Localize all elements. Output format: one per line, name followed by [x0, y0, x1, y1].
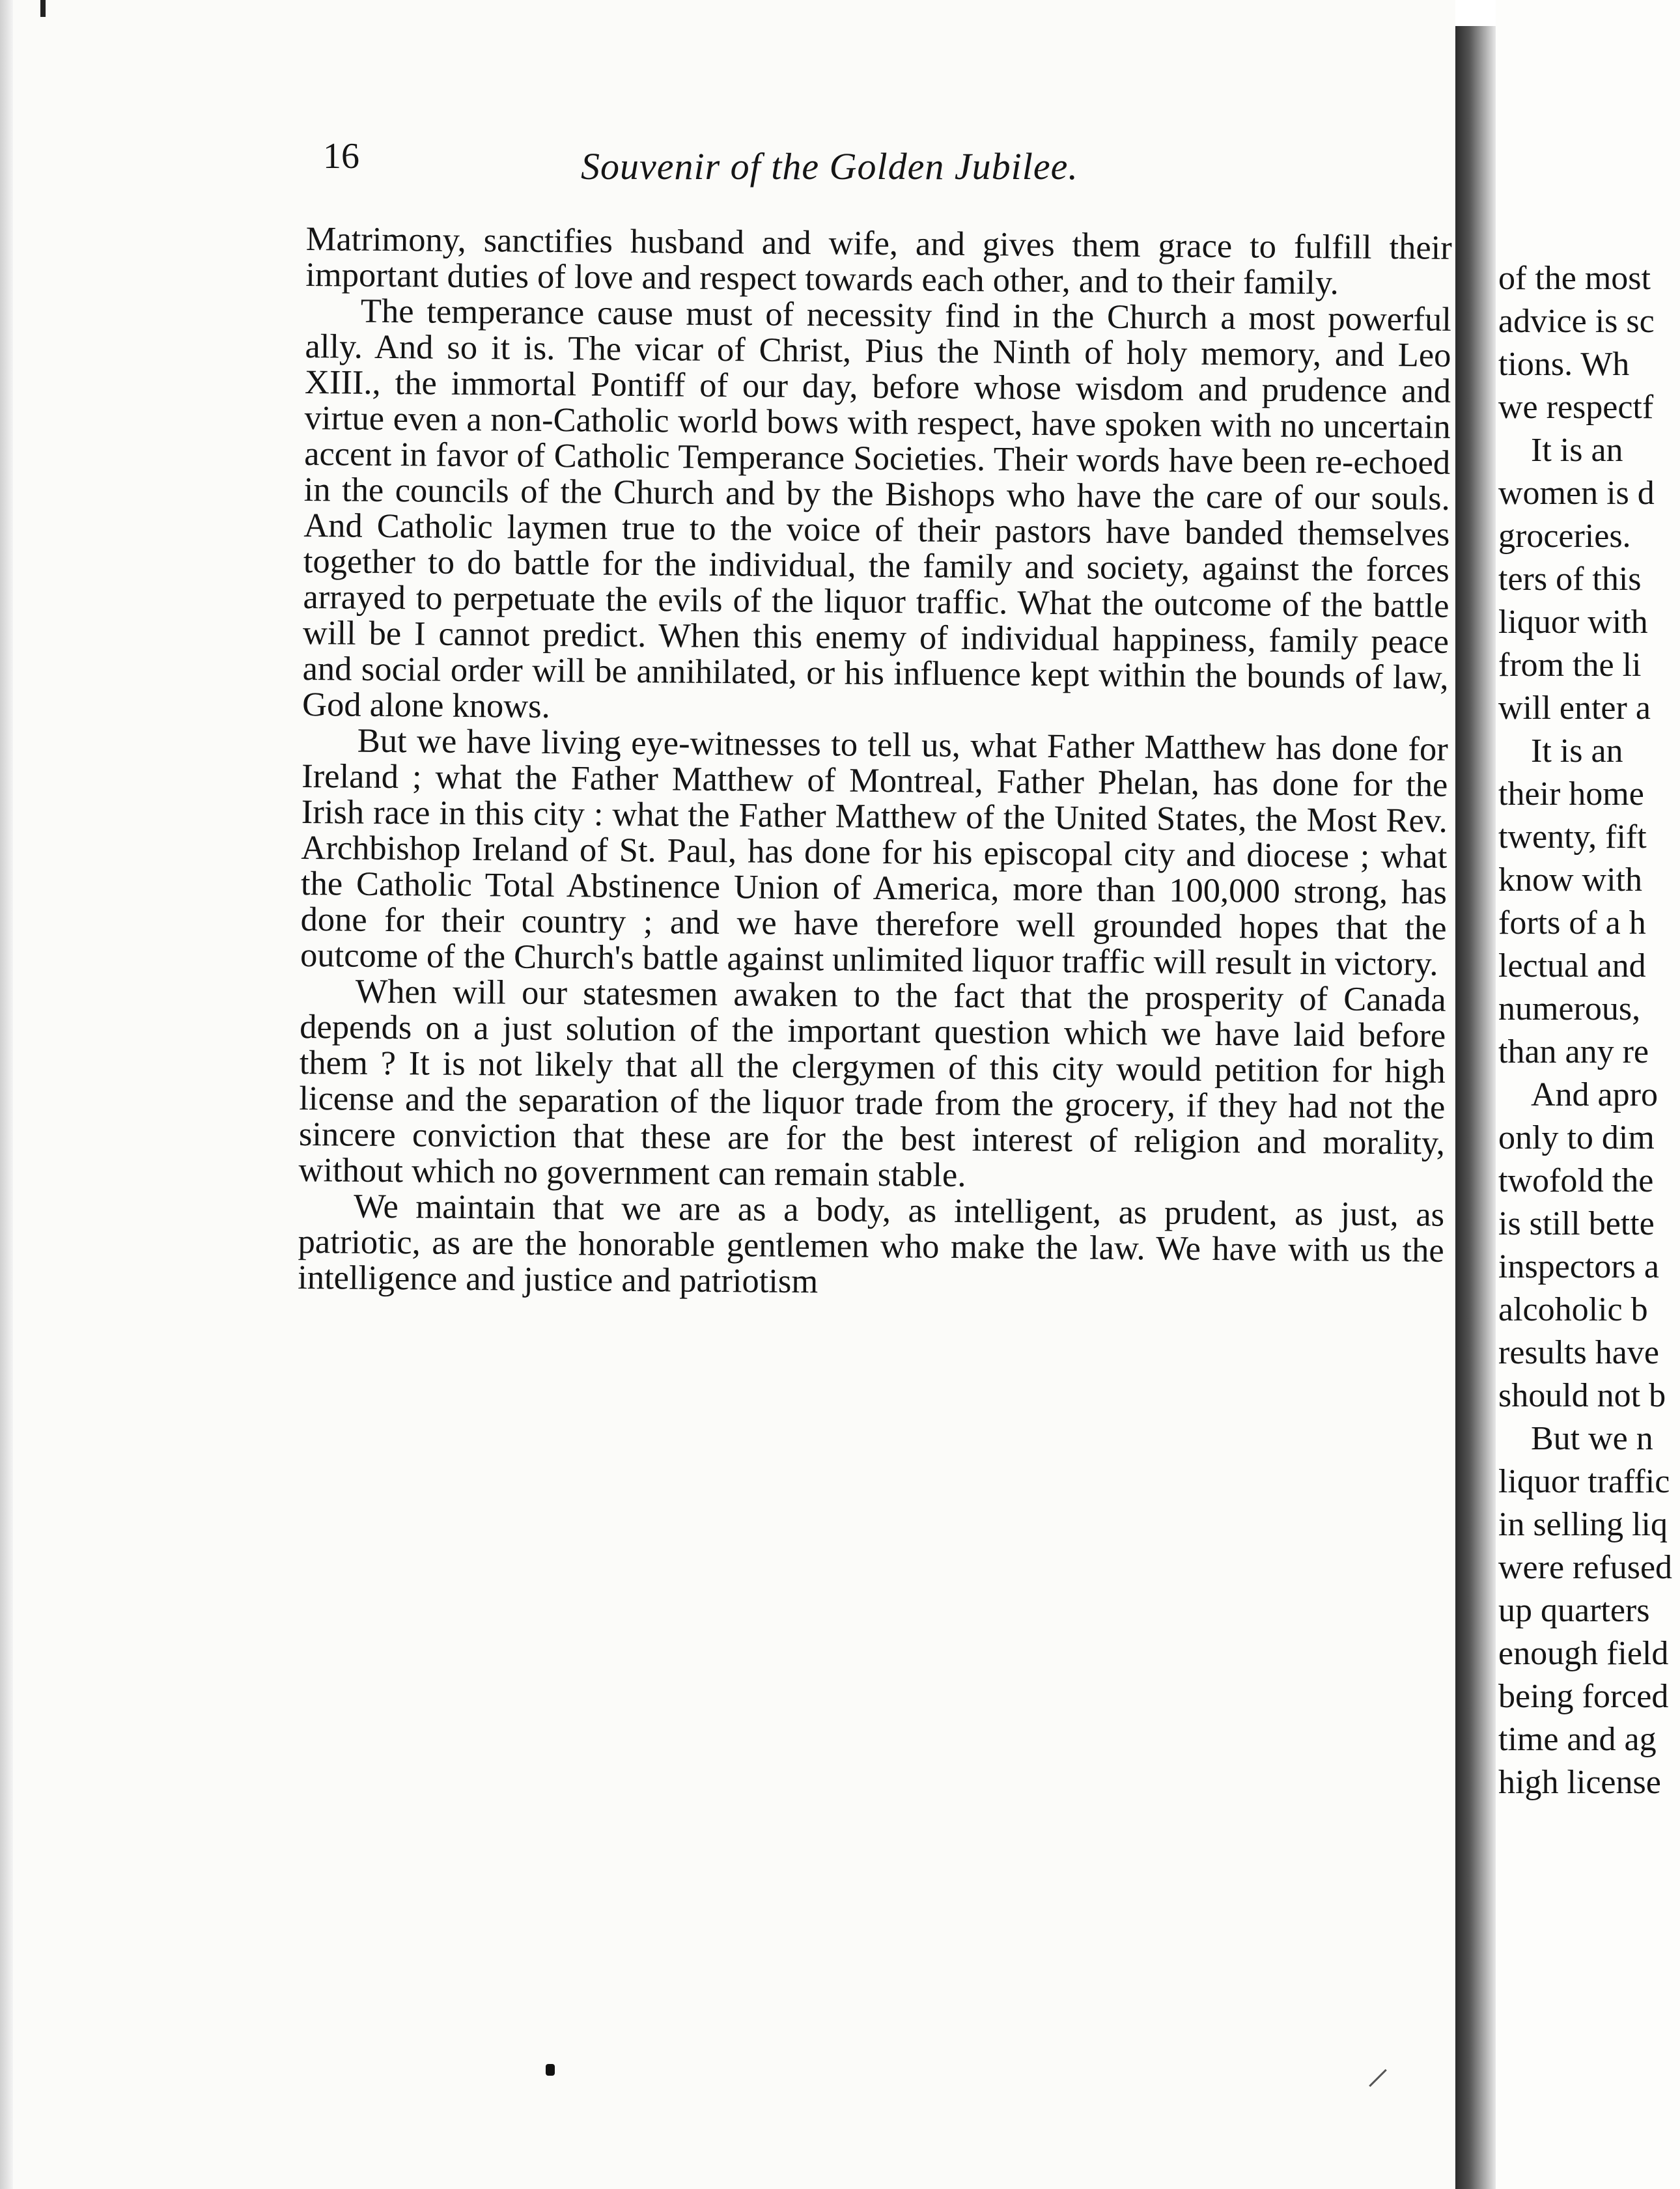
facing-page-line: It is an — [1531, 732, 1623, 770]
facing-page-line: twenty, fift — [1498, 818, 1647, 856]
body-text — [298, 221, 1452, 1305]
facing-page-line: women is d — [1498, 475, 1655, 512]
facing-page-line: we respectf — [1498, 389, 1654, 426]
facing-page-line: numerous, — [1498, 990, 1641, 1027]
facing-page-line: twofold the — [1498, 1162, 1654, 1199]
facing-page-line: will enter a — [1498, 690, 1651, 727]
paragraph: The temperance cause must of necessity find in the Church a most powerful ally. And so it is. The vicar of Christ, Pius the Ninth of holy memory, and Leo XIII., the immortal Pontiff of our day, before whose wisdom and prudence and virtue even a non-Catholic world bows with respect, have spoken with no uncertain accent in favor of Catholic Temperance Societies. Their words have been re-echoed in the councils of the Church and by the Bishops who have the care of our souls. And Catholic laymen true to the voice of their pastors have banded themselves together to do battle for the individual, the family and society, against the forces arrayed to perpetuate the evils of the liquor traffic. What the outcome of the battle will be I cannot predict. When this enemy of individual happiness, family peace and social order will be annihilated, or his influence kept within the bounds of law, God alone knows. — [301, 292, 1452, 725]
paragraph: But we have living eye-witnesses to tell us, what Father Matthew has done for Ireland ; what the Father Matthew of Montreal, Father Phelan, has done for the Irish race in this city : what the Father Matthew of the United States, the Most Rev. Archbishop Ireland of St. Paul, has done for his episcopal city and diocese ; what the Catholic Total Abstinence Union of America, more than 100,000 strong, has done for their country ; and we have therefore well grounded hopes that the outcome of the Church's battle against unlimited liquor traffic will result in victory. — [300, 721, 1448, 983]
facing-page-line: should not b — [1498, 1377, 1666, 1414]
page-number: 16 — [323, 136, 359, 176]
facing-page-line: inspectors a — [1498, 1248, 1659, 1285]
facing-page-line: advice is sc — [1498, 303, 1655, 340]
facing-page-line: only to dim — [1498, 1119, 1655, 1156]
facing-page-line: results have — [1498, 1334, 1659, 1371]
facing-page-line: enough field — [1498, 1635, 1669, 1672]
paragraph: We maintain that we are as a body, as intelligent, as prudent, as just, as patriotic, as are the honorable gentlemen who make the law. We have with us the intelligence and justice and patriotism — [298, 1187, 1445, 1301]
facing-page-line: than any re — [1498, 1033, 1649, 1070]
facing-page-line: liquor with — [1498, 604, 1648, 641]
facing-page-line: is still bette — [1498, 1205, 1655, 1242]
book-edge — [0, 0, 13, 2189]
facing-page-line: of the most — [1498, 260, 1651, 297]
paragraph: Matrimony, sanctifies husband and wife, and gives them grace to fulfill their important duties of love and respect towards each other, and to their family. — [305, 220, 1452, 302]
facing-page-line: high license — [1498, 1764, 1661, 1801]
facing-page-line: being forced — [1498, 1678, 1669, 1715]
facing-page-line: liquor traffic — [1498, 1463, 1670, 1500]
facing-page-line: alcoholic b — [1498, 1291, 1648, 1328]
facing-page-line: in selling liq — [1498, 1506, 1668, 1543]
facing-page-text — [1496, 257, 1680, 1804]
facing-page-line: were refused — [1498, 1549, 1673, 1586]
edge-mark — [40, 0, 46, 17]
running-head: Souvenir of the Golden Jubilee. — [581, 145, 1078, 188]
facing-page-line: And apro — [1531, 1076, 1658, 1113]
facing-page-line: lectual and — [1498, 947, 1646, 984]
facing-page-line: up quarters — [1498, 1592, 1650, 1629]
paragraph: When will our statesmen awaken to the fact that the prosperity of Canada depends on a just solution of the important question which we have laid before them ? It is not likely that all the clergymen of this city would petition for high license and the separation of the liquor trade from the grocery, if they had not the sincere conviction that these are for the best interest of religion and morality, without which no government can remain stable. — [298, 972, 1446, 1195]
facing-page-line: forts of a h — [1498, 904, 1646, 941]
facing-page-line: It is an — [1531, 432, 1623, 469]
facing-page-line: their home — [1498, 775, 1644, 813]
facing-page-line: know with — [1498, 861, 1642, 899]
ink-speck — [546, 2064, 555, 2076]
facing-page-line: tions. Wh — [1498, 346, 1630, 383]
facing-page-line: from the li — [1498, 647, 1642, 684]
book-gutter — [1455, 26, 1496, 2189]
facing-page-line: groceries. — [1498, 518, 1631, 555]
facing-page-line: time and ag — [1498, 1721, 1657, 1758]
facing-page-line: ters of this — [1498, 561, 1642, 598]
facing-page-line: But we n — [1531, 1420, 1653, 1457]
